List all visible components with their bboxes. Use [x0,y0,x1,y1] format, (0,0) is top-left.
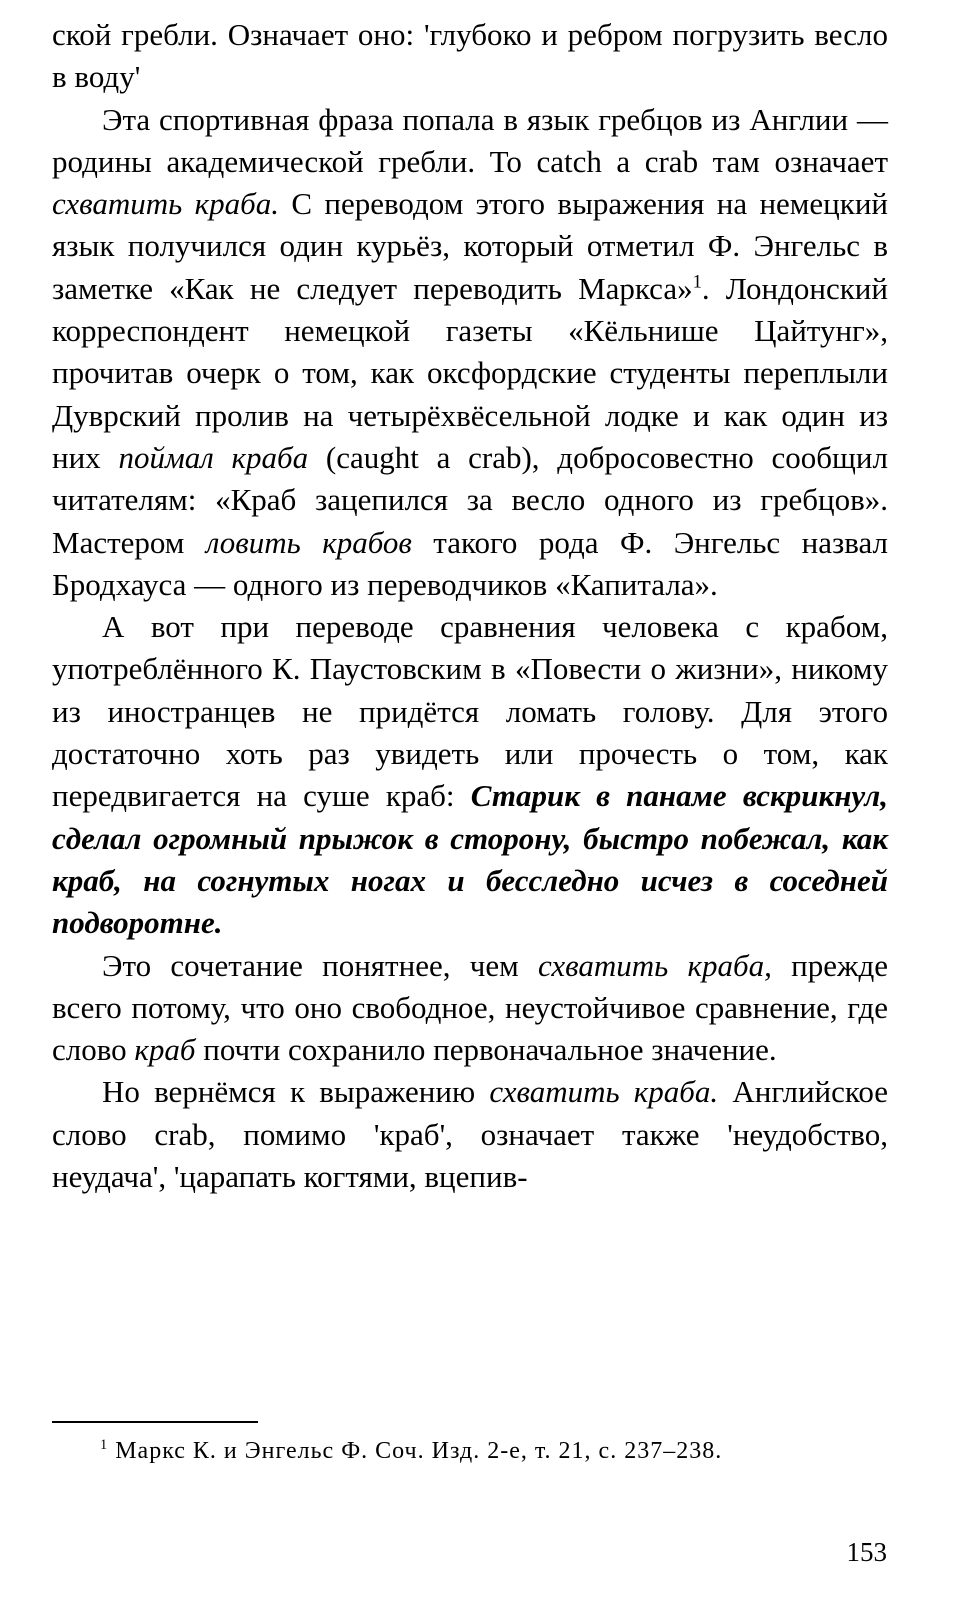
paragraph-5-text-1: Но вернёмся к выражению [102,1074,490,1110]
paragraph-3 [52,606,888,944]
page-body [52,14,888,1198]
paragraph-5-text-2: Английское слово crab, помимо 'краб', означает также 'неудобство, неудача', 'царапать когтями, вцепив- [52,1074,889,1195]
paragraph-4-text-1: Это сочетание понятнее, чем [102,947,539,983]
paragraph-4-italic-1: схватить краба, [538,947,772,983]
footnote [100,1436,890,1466]
page-number: 153 [846,1537,887,1567]
paragraph-2-text-5: такого рода Ф. Энгельс назвал Бродхауса — одного из переводчиков «Капитала». [52,524,888,602]
paragraph-2-text-2: С переводом этого выражения на немецкий язык получился один курьёз, который отметил Ф. Энгельс в заметке «Как не следует переводить Маркса» [52,186,889,306]
paragraph-5 [52,1071,888,1198]
paragraph-4-italic-2: краб [134,1032,196,1068]
paragraph-2-italic-1: схватить краба. [52,186,279,222]
paragraph-3-text-1: А вот при переводе сравнения человека с крабом, употреблённого К. Паустовским в «Повести о жизни», никому из иностранцев не придётся ломать голову. Для этого достаточно хоть раз увидеть или прочесть о том, как передвигается на суше краб: [52,609,888,814]
paragraph-3-quote: Старик в панаме вскрикнул, сделал огромный прыжок в сторону, быстро побежал, как краб, на согнутых ногах и бесследно исчез в соседней подворотне. [52,778,888,941]
paragraph-4 [52,945,888,1072]
paragraph-1 [52,14,888,99]
paragraph-2-text-4: (caught a crab), добросовестно сообщил читателям: «Краб зацепился за весло одного из гребцов». Мастером [52,439,888,560]
paragraph-2-italic-2: поймал краба [118,439,309,475]
paragraph-5-italic-1: схватить краба. [489,1074,719,1110]
paragraph-2-text-1: Эта спортивная фраза попала в язык гребцов из Англии — родины академической гребли. To catch a crab там означает [52,101,888,179]
paragraph-4-text-3: почти сохранило первоначальное значение. [195,1032,777,1068]
footnote-divider [52,1421,258,1423]
paragraph-4-text-2: прежде всего потому, что оно свободное, неустойчивое сравнение, где слово [52,947,888,1068]
footnote-marker: 1 [100,1437,109,1453]
paragraph-2-text-3: . Лондонский корреспондент немецкой газеты «Кёльнише Цайтунг», прочитав очерк о том, как оксфордские студенты переплыли Дуврский пролив на четырёхвёсельной лодке и как один из них [52,270,888,475]
paragraph-1-text: ской гребли. Означает оно: 'глубоко и ребром погрузить весло в воду' [52,17,888,95]
paragraph-2 [52,99,888,607]
footnote-reference: 1 [692,271,702,293]
paragraph-2-italic-3: ловить крабов [205,524,412,560]
footnote-text: Маркс К. и Энгельс Ф. Соч. Изд. 2-е, т. 21, с. 237–238. [115,1438,723,1464]
